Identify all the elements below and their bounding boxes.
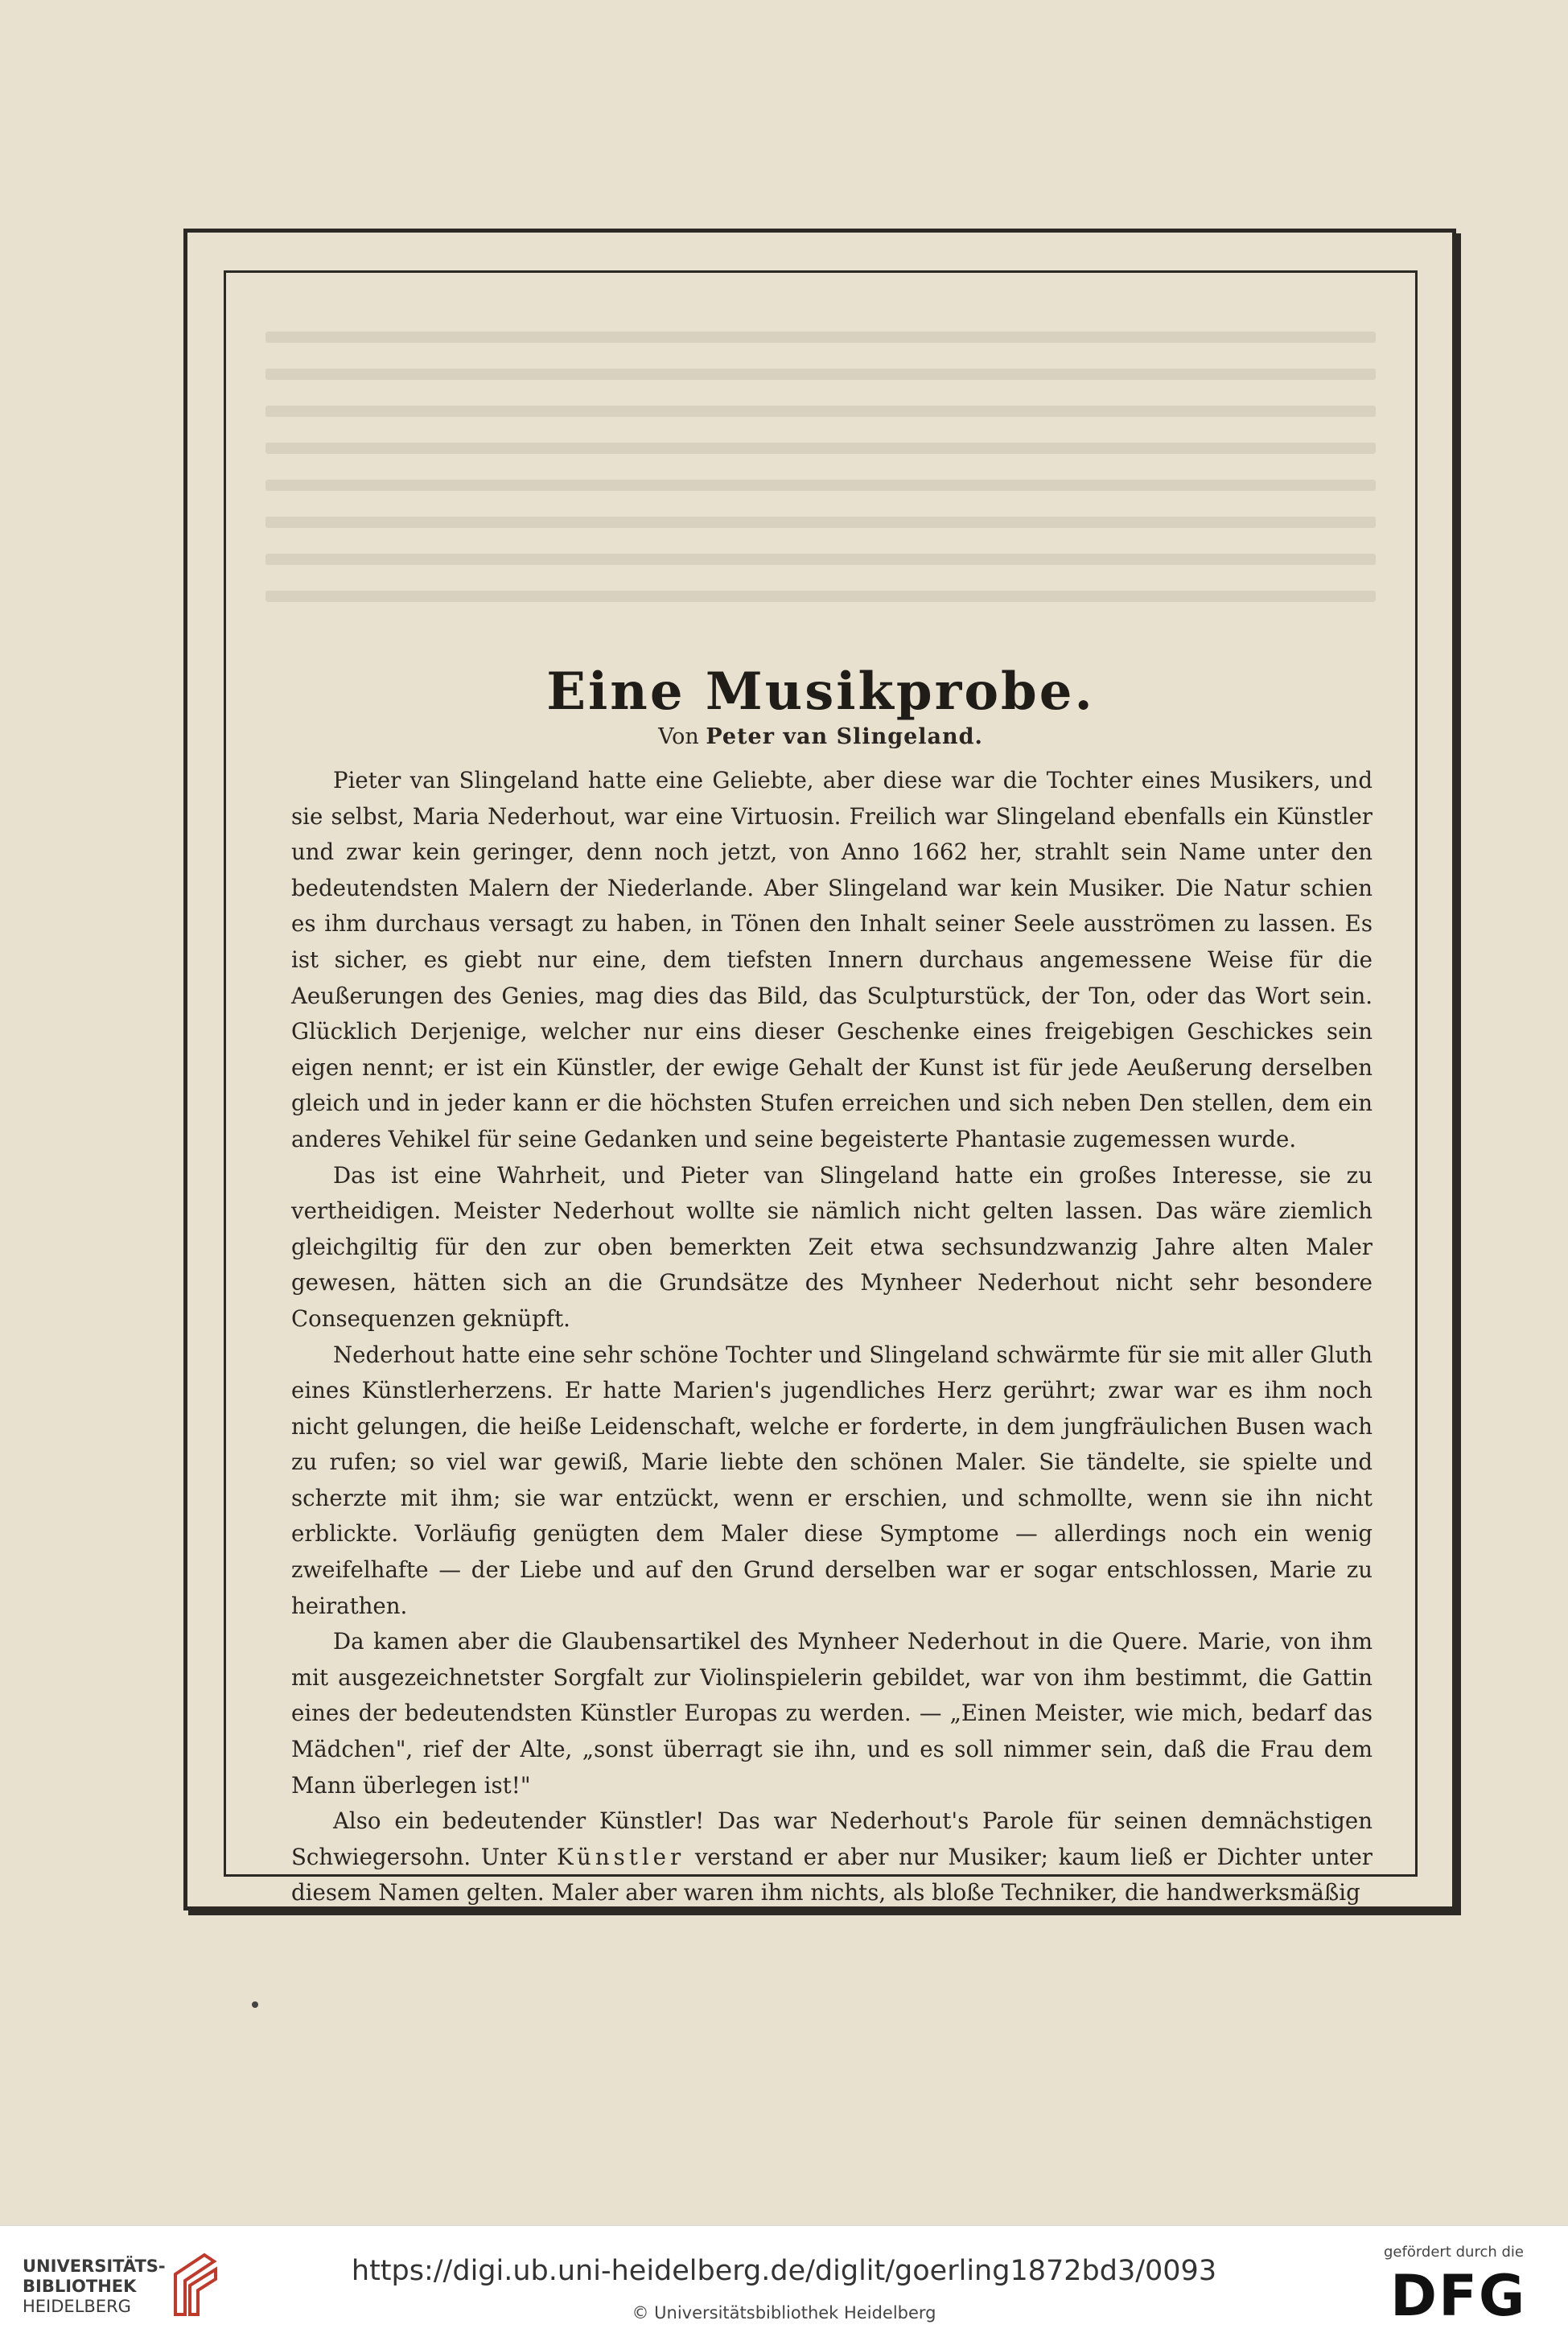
- paragraph: Das ist eine Wahrheit, und Pieter van Slingeland hatte ein großes Interesse, sie zu vertheidigen. Meister Nederhout wollte sie nämlich nicht gelten lassen. Das wäre ziemlich gleichgiltig für den zur oben bemerkten Zeit etwa sechsundzwanzig Jahre alten Maler gewesen, hätten sich an die Grundsätze des Mynheer Nederhout nicht sehr besondere Consequenzen geknüpft.: [291, 1161, 1373, 1332]
- logo-line: BIBLIOTHEK: [23, 2277, 137, 2296]
- article-title: Eine Musikprobe.: [546, 662, 1095, 722]
- paragraph: Pieter van Slingeland hatte eine Geliebte, aber diese war die Tochter eines Musikers, und sie selbst, Maria Nederhout, war eine Virtuosin. Freilich war Slingeland ebenfalls ein Künstler und zwar kein geringer, denn noch jetzt, von Anno 1662 her, strahlt sein Name unter den bedeutendsten Malern der Niederlande. Aber Slingeland war kein Musiker. Die Natur schien es ihm durchaus versagt zu haben, in Tönen den Inhalt seiner Seele ausströmen zu lassen. Es ist sicher, es giebt nur eine, dem tiefsten Innern durchaus angemessene Weise für die Aeußerungen des Genies, mag dies das Bild, das Sculpturstück, der Ton, oder das Wort sein. Glücklich Derjenige, welcher nur eins dieser Geschenke eines freigebigen Geschickes sein eigen nennt; er ist ein Künstler, der ewige Gehalt der Kunst ist für jede Aeußerung derselben gleich und in jeder kann er die höchsten Stufen erreichen und sich neben Den stellen, dem ein anderes Vehikel für seine Gedanken und seine begeisterte Phantasie zugemessen wurde.: [291, 767, 1373, 1152]
- dfg-logo[interactable]: DFG: [1390, 2263, 1527, 2329]
- copyright-notice: © Universitätsbibliothek Heidelberg: [632, 2303, 936, 2323]
- viewer-footer: [0, 2225, 1568, 2337]
- dfg-caption: gefördert durch die: [1384, 2244, 1524, 2261]
- paragraph: Da kamen aber die Glaubensartikel des Mynheer Nederhout in die Quere. Marie, von ihm mit ausgezeichnetster Sorgfalt zur Violinspielerin gebildet, war von ihm bestimmt, die Gattin eines der bedeutendsten Künstler Europas zu werden. — „Einen Meister, wie mich, bedarf das Mädchen", rief der Alte, „sonst überragt sie ihn, und es soll nimmer sein, daß die Frau dem Mann überlegen ist!": [291, 1628, 1373, 1799]
- article-byline: [224, 724, 1418, 749]
- ink-speck: [252, 2001, 258, 2008]
- paragraph-text: verstand er aber nur Musiker; kaum ließ er Dichter unter diesem Namen gelten. Maler aber waren ihm nichts, als bloße Techniker, die handwerksmäßig: [291, 1843, 1373, 1906]
- logo-line: UNIVERSITÄTS-: [23, 2257, 166, 2276]
- paragraph: Nederhout hatte eine sehr schöne Tochter und Slingeland schwärmte für sie mit aller Gluth eines Künstlerherzens. Er hatte Marien's jugendliches Herz gerührt; zwar war es ihm noch nicht gelungen, die heiße Leidenschaft, welche er forderte, in dem jungfräulichen Busen wach zu rufen; so viel war gewiß, Marie liebte den schönen Maler. Sie tändelte, sie spielte und scherzte mit ihm; sie war entzückt, wenn er erschien, und schmollte, wenn sie ihn nicht erblickte. Vorläufig genügten dem Maler diese Symptome — allerdings noch ein wenig zweifelhafte — der Liebe und auf den Grund derselben war er sogar entschlossen, Marie zu heirathen.: [291, 1341, 1373, 1619]
- byline-author: Peter van Slingeland.: [706, 724, 983, 749]
- byline-prefix: Von: [658, 724, 699, 749]
- paragraph-text: Also ein bedeutender Künstler! Das war Nederhout's Parole für seinen demnächstigen Schwiegersohn. Unter: [291, 1807, 1373, 1870]
- article-body: [291, 763, 1373, 1911]
- permalink-url[interactable]: https://digi.ub.uni-heidelberg.de/diglit/goerling1872bd3/0093: [351, 2255, 1217, 2287]
- paragraph: [291, 1803, 1373, 1911]
- logo-line: HEIDELBERG: [23, 2297, 131, 2316]
- spaced-word: Künstler: [557, 1843, 685, 1870]
